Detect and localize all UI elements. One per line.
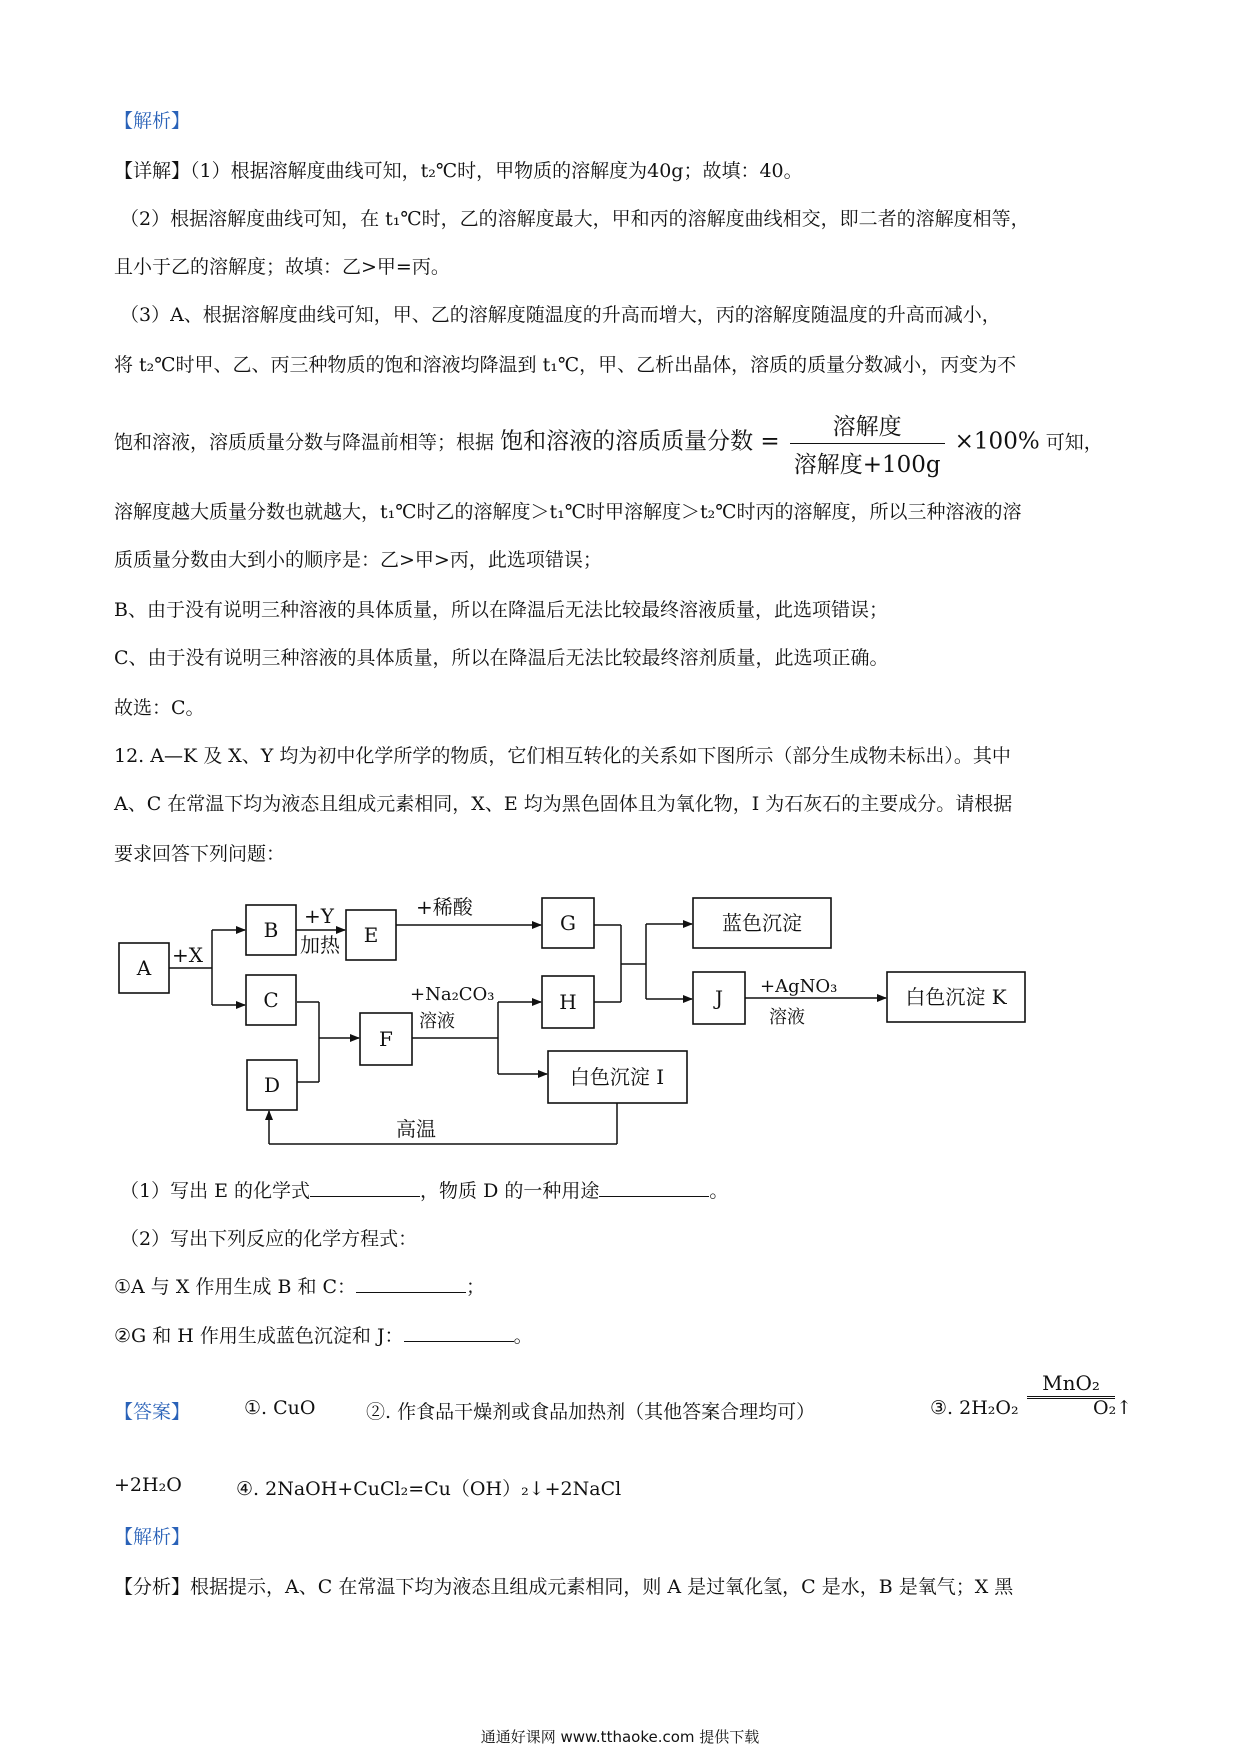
detail-option-b: B、由于没有说明三种溶液的具体质量，所以在降温后无法比较最终溶液质量，此选项错误；	[114, 599, 888, 621]
q12-sub1	[120, 1176, 728, 1203]
q12-sub2-b-text: ②G 和 H 作用生成蓝色沉淀和 J：	[114, 1325, 404, 1347]
answer-2: ②. 作食品干燥剂或食品加热剂（其他答案合理均可）	[366, 1401, 816, 1423]
detail-q1	[114, 156, 803, 183]
label-b: B	[263, 918, 279, 942]
formula-rhs: ×100%	[954, 428, 1040, 455]
analysis-heading: 【解析】	[114, 110, 191, 132]
detail-option-c: C、由于没有说明三种溶液的具体质量，所以在降温后无法比较最终溶剂质量，此选项正确。	[114, 647, 889, 669]
label-dilute-acid: +稀酸	[416, 895, 473, 919]
detail-choice: 故选：C。	[114, 697, 205, 719]
detail-q2-line2: 且小于乙的溶解度；故填：乙>甲=丙。	[114, 256, 450, 278]
label-plus-y: +Y	[304, 904, 334, 928]
detail-q3-line1: （3）A、根据溶解度曲线可知，甲、乙的溶解度随温度的升高而增大，丙的溶解度随温度的升高而减小，	[120, 304, 1001, 326]
formula-denominator: 溶解度+100g	[793, 452, 941, 478]
q12-line2: A、C 在常温下均为液态且组成元素相同，X、E 均为黑色固体且为氧化物，I 为石灰石的主要成分。请根据	[114, 793, 1013, 815]
answer-4: ④. 2NaOH+CuCl₂=Cu（OH）₂↓+2NaCl	[236, 1478, 622, 1500]
detail-q3-formula-line	[114, 408, 1103, 479]
label-d: D	[263, 1073, 281, 1097]
q12-sub2: （2）写出下列反应的化学方程式：	[120, 1228, 418, 1250]
formula-posttext: 可知，	[1045, 431, 1103, 454]
label-g: G	[560, 911, 576, 935]
answer-3-pre: ③. 2H₂O₂	[930, 1397, 1019, 1419]
q12-sub1-end: 。	[709, 1180, 729, 1202]
q12-sub2-b-end: 。	[513, 1325, 533, 1347]
formula-numerator: 溶解度	[790, 408, 945, 444]
answer-blank-e[interactable]	[310, 1179, 420, 1197]
label-h: H	[559, 990, 577, 1014]
formula-fraction	[790, 408, 945, 479]
label-c: C	[263, 988, 279, 1012]
analysis-tag: 【分析】	[114, 1576, 191, 1598]
q12-sub2-a-end: ；	[466, 1276, 486, 1298]
answer-tag: 【答案】	[114, 1401, 191, 1423]
answer-3-cont: +2H₂O	[114, 1474, 182, 1496]
q12-sub2-b	[114, 1321, 533, 1348]
analysis-heading-2: 【解析】	[114, 1526, 191, 1548]
q12-line3: 要求回答下列问题：	[114, 843, 286, 865]
q12-sub2-a	[114, 1272, 485, 1299]
label-agno3-solution: 溶液	[769, 1007, 805, 1028]
analysis-text: 根据提示，A、C 在常温下均为液态且组成元素相同，则 A 是过氧化氢，C 是水，B 是氧气；X 黑	[190, 1576, 1014, 1598]
formula-pretext: 饱和溶液，溶质质量分数与降温前相等；根据	[114, 431, 495, 454]
label-white-ppt-i: 白色沉淀 I	[569, 1065, 665, 1089]
label-white-ppt-k: 白色沉淀 K	[905, 985, 1007, 1009]
label-heat: 加热	[300, 933, 340, 957]
answer-3-post: O₂↑	[1093, 1397, 1133, 1419]
answer-blank-a-x[interactable]	[356, 1275, 466, 1293]
label-plus-x: +X	[172, 943, 203, 967]
q12-line1: 12. A—K 及 X、Y 均为初中化学所学的物质，它们相互转化的关系如下图所示（部分生成物未标出）。其中	[114, 745, 1011, 767]
label-j: J	[714, 986, 724, 1010]
catalyst-mno2: MnO₂	[1042, 1371, 1100, 1395]
label-a: A	[136, 956, 152, 980]
label-blue-ppt: 蓝色沉淀	[722, 911, 802, 935]
detail-tag: 【详解】	[114, 160, 191, 182]
label-high-temp: 高温	[396, 1117, 436, 1141]
page-footer: 通通好课网 www.tthaoke.com 提供下载	[480, 1728, 760, 1746]
detail-q3-line4: 溶解度越大质量分数也就越大，t₁℃时乙的溶解度＞t₁℃时甲溶解度＞t₂℃时丙的溶解度，所以三种溶液的溶	[114, 501, 1022, 523]
analysis-line	[114, 1572, 1013, 1599]
detail-q3-line5: 质质量分数由大到小的顺序是：乙>甲>丙，此选项错误；	[114, 549, 602, 571]
reaction-flow-diagram	[114, 890, 1034, 1150]
formula-lhs: 饱和溶液的溶质质量分数 =	[500, 428, 780, 455]
label-na2co3-solution: 溶液	[419, 1011, 455, 1032]
q12-sub2-a-text: ①A 与 X 作用生成 B 和 C：	[114, 1276, 357, 1298]
q12-sub1-mid: ，物质 D 的一种用途	[420, 1180, 600, 1202]
answer-blank-d-use[interactable]	[599, 1179, 709, 1197]
label-e: E	[363, 923, 379, 947]
detail-q3-line2: 将 t₂℃时甲、乙、丙三种物质的饱和溶液均降温到 t₁℃，甲、乙析出晶体，溶质的质量分数减小，丙变为不	[114, 354, 1017, 376]
label-agno3: +AgNO₃	[760, 976, 838, 997]
detail-q2-line1: （2）根据溶解度曲线可知，在 t₁℃时，乙的溶解度最大，甲和丙的溶解度曲线相交，即二者的溶解度相等，	[120, 208, 1030, 230]
label-na2co3: +Na₂CO₃	[410, 984, 495, 1005]
label-f: F	[379, 1027, 393, 1051]
q12-sub1-pre: （1）写出 E 的化学式	[120, 1180, 311, 1202]
answer-blank-g-h[interactable]	[404, 1324, 514, 1342]
reaction-condition	[1027, 1372, 1115, 1399]
detail-q1-text: （1）根据溶解度曲线可知，t₂℃时，甲物质的溶解度为40g；故填：40。	[190, 160, 803, 182]
answer-1: ①. CuO	[244, 1397, 316, 1419]
